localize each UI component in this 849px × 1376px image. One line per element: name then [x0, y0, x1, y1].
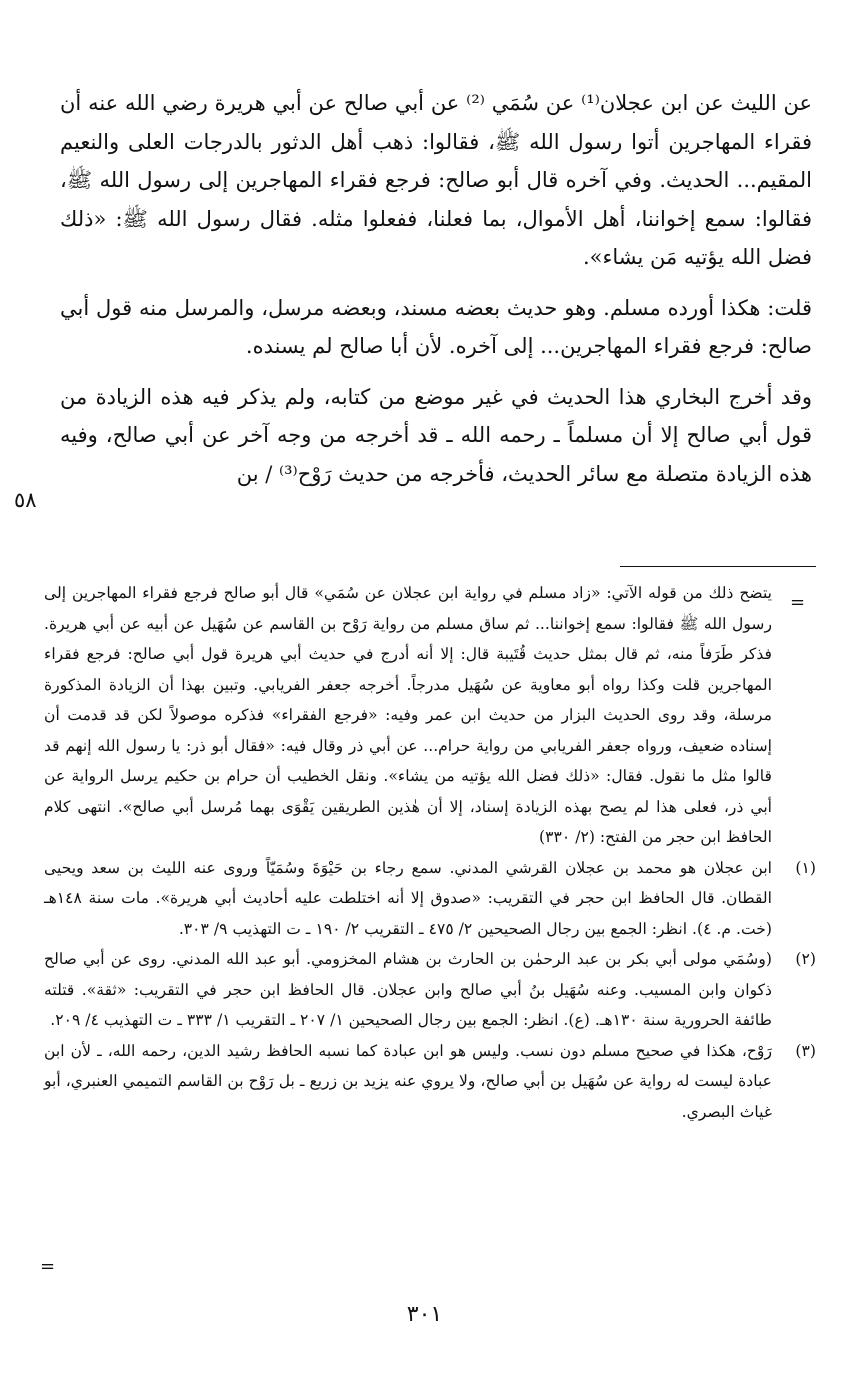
footnote-number: (١) — [795, 858, 816, 877]
footnote-separator — [620, 566, 816, 567]
footnote-text: رَوْح، هكذا في صحيح مسلم دون نسب. وليس هو ابن عبادة كما نسبه الحافظ رشيد الدين، رحمه الله، ـ لأن ابن عبادة ليست له رواية عن سُهَيل بن أبي صالح، ولا يروي عنه يزيد بن زريع ـ بل رَوْح بن القاسم التميمي العنبري، أبو غياث البصري. — [44, 1041, 772, 1121]
footnote-number: (٢) — [795, 950, 816, 968]
footnote-1 — [44, 853, 816, 945]
margin-folio-number: ٥٨ — [14, 488, 37, 512]
page-number: ٣٠١ — [406, 1302, 443, 1327]
continuation-mark-bottom: = — [40, 1256, 56, 1277]
footnote-continuation-text: يتضح ذلك من قوله الآتي: «زاد مسلم في رواية ابن عجلان عن سُمَي» قال أبو صالح فرجع فقراء المهاجرين إلى رسول الله ﷺ فقالوا: سمع إخواننا... ثم ساق مسلم من رواية رَوْح بن القاسم عن سُهَيل عن أبيه عن أبي هريرة. فذكر طَرَفاً منه، ثم قال بمثل حديث قُتَيبة قال: إلا أنه أدرج في حديث أبي هريرة قول أبي صالح: فرجع فقراء المهاجرين قلت وكذا رواه أبو معاوية عن سُهَيل مدرجاً. أخرجه جعفر الفريابي. وتبين بهذا أن الزيادة المذكورة مرسلة، وقد روى الحديث البزار من حديث ابن عمر وفيه: «فرجع الفقراء» فذكره موصولاً لكن قد قدمت أن إسناده ضعيف، ورواه جعفر الفريابي من رواية حرام... عن أبي ذر وقال فيه: «فقال أبو ذر: يا رسول الله إنهم قد قالوا مثل ما نقول. فقال: «ذلك فضل الله يؤتيه من يشاء». ونقل الخطيب أن حرام بن حكيم يرسل الرواية عن أبي ذر، فعلى هذا لم يصح بهذه الزيادة إسناد، إلا أن هٰذين الطريقين يَقْوَى بهما مُرسل أبي صالح». انتهى كلام الحافظ ابن حجر من الفتح: (٢/ ٣٣٠) — [44, 584, 772, 846]
footnote-continuation — [44, 578, 816, 853]
continuation-mark-top: = — [790, 592, 806, 613]
footnote-text: (وسُمَي مولى أبي بكر بن عبد الرحمٰن بن الحارث بن هشام المخزومي. أبو عبد الله المدني. روى عن أبي صالح ذكوان وابن المسيب. وعنه سُهَيل بنُ أبي صالح وابن عجلان. قال الحافظ ابن حجر في التقريب: «ثقة». قتلته طائفة الحرورية سنة ١٣٠هـ. (ع). انظر: الجمع بين رجال الصحيحين ١/ ٢٠٧ ـ التقريب ١/ ٣٣٣ ـ ت التهذيب ٤/ ٢٠٩. — [44, 950, 772, 1029]
footnote-3 — [44, 1036, 816, 1128]
main-paragraph-3: وقد أخرج البخاري هذا الحديث في غير موضع من كتابه، ولم يذكر فيه هذه الزيادة من قول أبي صالح إلا أن مسلماً ـ رحمه الله ـ قد أخرجه من وجه آخر عن أبي صالح، وفيه هذه الزيادة متصلة مع سائر الحديث، فأخرجه من حديث رَوْح⁽³⁾ / بن — [60, 384, 812, 486]
main-paragraph-1: عن الليث عن ابن عجلان⁽¹⁾ عن سُمَي ⁽²⁾ عن أبي صالح عن أبي هريرة رضي الله عنه أن فقراء المهاجرين أتوا رسول الله ﷺ، فقالوا: ذهب أهل الدثور بالدرجات العلى والنعيم المقيم... الحديث. وفي آخره قال أبو صالح: فرجع فقراء المهاجرين إلى رسول الله ﷺ، فقالوا: سمع إخواننا، أهل الأموال، بما فعلنا، ففعلوا مثله. فقال رسول الله ﷺ: «ذلك فضل الله يؤتيه مَن يشاء». — [60, 91, 812, 269]
main-text — [60, 84, 812, 493]
footnote-text: ابن عجلان هو محمد بن عجلان القرشي المدني. سمع رجاء بن حَيْوَةَ وسُمَيّاً وروى عنه الليث بن سعد ويحيى القطان. قال الحافظ ابن حجر في التقريب: «صدوق إلا أنه اختلطت عليه أحاديث أبي هريرة». مات سنة ١٤٨هـ (خت. م. ٤). انظر: الجمع بين رجال الصحيحين ٢/ ٤٧٥ ـ التقريب ٢/ ١٩٠ ـ ت التهذيب ٩/ ٣٠٣. — [44, 858, 772, 938]
main-paragraph-2: قلت: هكذا أورده مسلم. وهو حديث بعضه مسند، وبعضه مرسل، والمرسل منه قول أبي صالح: فرجع فقراء المهاجرين... إلى آخره. لأن أبا صالح لم يسنده. — [60, 295, 812, 358]
footnotes — [44, 578, 816, 1127]
footnote-number: (٣) — [795, 1041, 816, 1060]
footnote-2 — [44, 944, 816, 1036]
